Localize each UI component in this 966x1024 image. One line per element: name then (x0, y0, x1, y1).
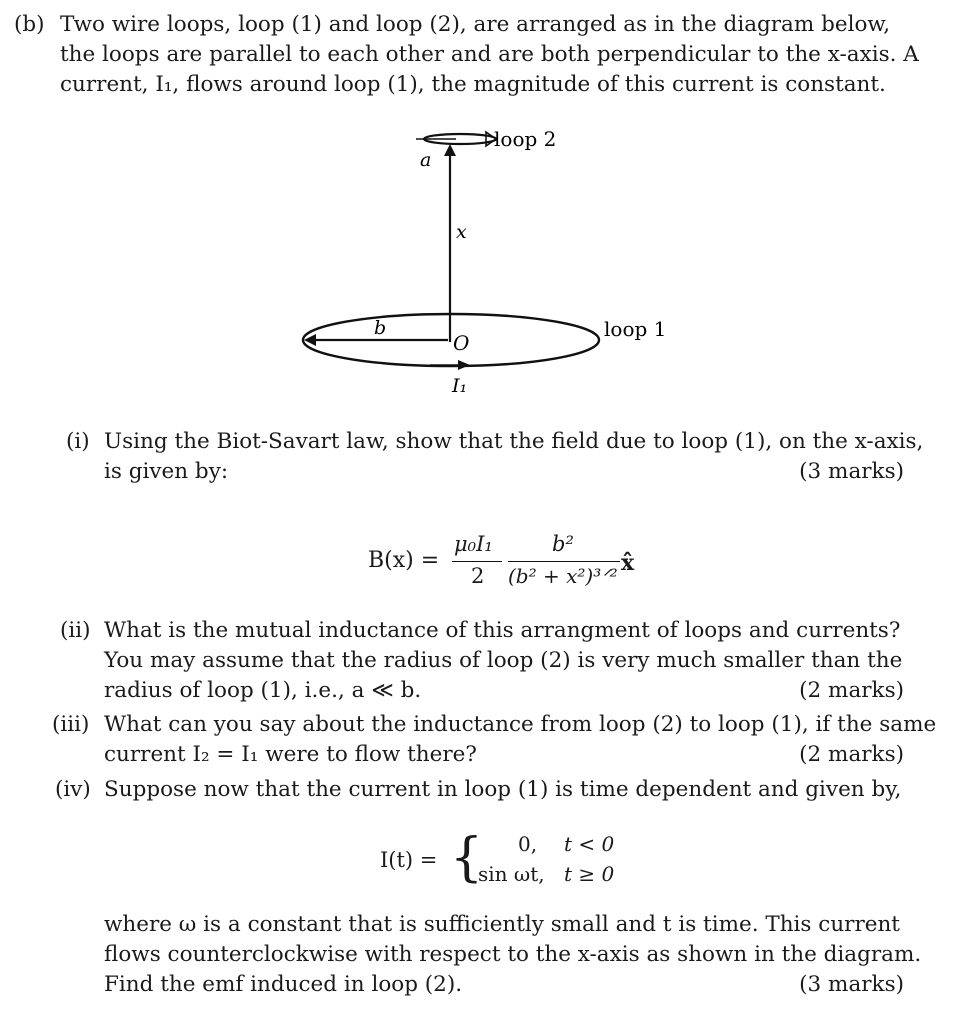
eq-i-brace: { (450, 828, 484, 888)
part-iv-line-1: Suppose now that the current in loop (1) is time dependent and given by, (104, 777, 902, 802)
eq-i-case1-cond: t < 0 (564, 832, 615, 856)
part-iii-marks: (2 marks) (799, 742, 904, 767)
part-iii-label: (iii) (52, 712, 90, 737)
current-piecewise-equation (380, 828, 640, 896)
part-i-marks: (3 marks) (799, 459, 904, 484)
current-i1-label: I₁ (452, 375, 468, 397)
a-label: a (420, 149, 432, 171)
current-arrowhead (458, 360, 470, 370)
b-label: b (374, 317, 387, 339)
part-iv-marks: (3 marks) (799, 972, 904, 997)
eq-b-fraction-bar-2 (508, 561, 620, 562)
part-ii-label: (ii) (60, 618, 91, 643)
part-b-line-3: current, I₁, flows around loop (1), the magnitude of this current is constant. (60, 72, 886, 97)
eq-b-lhs: B(x) = (368, 548, 440, 573)
part-b-label: (b) (14, 12, 45, 37)
x-label: x (456, 221, 467, 243)
eq-i-case2-value: sin ωt, (478, 862, 545, 886)
eq-i-lhs: I(t) = (380, 848, 438, 872)
part-iv-after-line-1: where ω is a constant that is sufficiently small and t is time. This current (104, 912, 900, 937)
loop-1-label: loop 1 (604, 317, 667, 341)
biot-savart-equation (368, 530, 668, 600)
part-ii-line-1: What is the mutual inductance of this arrangment of loops and currents? (104, 618, 901, 643)
eq-b-den2: (b² + x²)³ᐟ² (508, 564, 618, 588)
part-b-line-1: Two wire loops, loop (1) and loop (2), are arranged as in the diagram below, (60, 12, 891, 37)
origin-label: O (453, 331, 470, 355)
part-i-label: (i) (66, 429, 90, 454)
part-b-line-2: the loops are parallel to each other and are both perpendicular to the x-axis. A (60, 42, 919, 67)
eq-b-num1: μ₀I₁ (454, 532, 493, 556)
loop-2-label: loop 2 (494, 127, 557, 151)
part-iv-label: (iv) (55, 777, 91, 802)
part-ii-line-2: You may assume that the radius of loop (2) is very much smaller than the (104, 648, 903, 673)
eq-b-unit-vector: x̂ (621, 550, 635, 576)
part-iii-line-2: current I₂ = I₁ were to flow there? (104, 742, 477, 767)
part-iii-line-1: What can you say about the inductance from loop (2) to loop (1), if the same (104, 712, 937, 737)
x-axis-arrowhead (444, 144, 456, 156)
part-ii-line-3: radius of loop (1), i.e., a ≪ b. (104, 678, 422, 703)
eq-b-fraction-bar-1 (452, 561, 502, 562)
part-iv-after-line-2: flows counterclockwise with respect to the x-axis as shown in the diagram. (104, 942, 922, 967)
eq-i-case2-cond: t ≥ 0 (564, 862, 615, 886)
eq-b-num2: b² (552, 532, 574, 556)
part-iv-after-line-3: Find the emf induced in loop (2). (104, 972, 463, 997)
part-i-line-1: Using the Biot-Savart law, show that the field due to loop (1), on the x-axis, (104, 429, 924, 454)
eq-b-den1: 2 (471, 564, 485, 588)
part-i-line-2: is given by: (104, 459, 229, 484)
part-ii-marks: (2 marks) (799, 678, 904, 703)
eq-i-case1-value: 0, (518, 832, 538, 856)
